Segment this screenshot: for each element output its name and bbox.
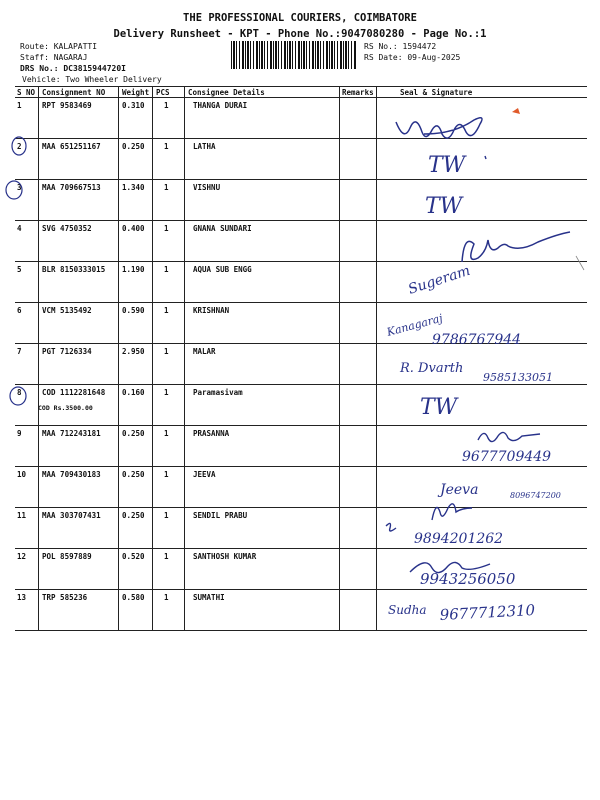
cell-sno: 7: [17, 347, 22, 356]
cell-weight: 0.590: [122, 306, 145, 315]
cell-pcs: 1: [164, 470, 169, 479]
runsheet-subtitle: Delivery Runsheet - KPT - Phone No.:9047080280 - Page No.:1: [113, 28, 487, 40]
cell-weight: 1.190: [122, 265, 145, 274]
cell-pcs: 1: [164, 511, 169, 520]
col-header-consignment: Consignment NO: [42, 88, 106, 97]
handwriting-row6-phone: 9786767944: [432, 332, 522, 348]
signature-scribble-1: [396, 118, 482, 138]
row-divider: [15, 466, 587, 467]
table-header-rule: [15, 97, 587, 98]
cell-sno: 3: [17, 183, 22, 192]
cell-weight: 0.400: [122, 224, 145, 233]
column-divider: [38, 86, 39, 630]
company-title: THE PROFESSIONAL COURIERS, COIMBATORE: [183, 12, 417, 24]
cell-weight: 0.250: [122, 142, 145, 151]
cell-sno: 9: [17, 429, 22, 438]
row-divider: [15, 138, 587, 139]
cell-sno: 11: [17, 511, 27, 520]
cell-consignment: MAA 709430183: [42, 470, 101, 479]
handwriting-row13-phone: 9677712310: [439, 601, 536, 624]
signature-scribble-12: [410, 562, 490, 572]
cell-pcs: 1: [164, 593, 169, 602]
row-divider: [15, 179, 587, 180]
col-header-weight: Weight: [122, 88, 150, 97]
cod-amount: COD Rs.3500.00: [38, 404, 93, 412]
vehicle-label: Vehicle: Two Wheeler Delivery: [22, 75, 162, 84]
cell-pcs: 1: [164, 142, 169, 151]
cell-pcs: 1: [164, 183, 169, 192]
row-divider: [15, 302, 587, 303]
row-divider: [15, 220, 587, 221]
cell-sno: 10: [17, 470, 27, 479]
cell-sno: 12: [17, 552, 27, 561]
cell-sno: 2: [17, 142, 22, 151]
handwriting-row12: 9943256050: [420, 570, 516, 588]
cell-consignee: VISHNU: [193, 183, 221, 192]
row-divider: [15, 548, 587, 549]
cell-consignee: SUMATHI: [193, 593, 225, 602]
col-header-remarks: Remarks: [342, 88, 374, 97]
handwriting-row3: TW: [425, 194, 463, 219]
pen-mark-1: [512, 108, 520, 114]
cell-consignment: RPT 9583469: [42, 101, 92, 110]
cell-sno: 4: [17, 224, 22, 233]
handwriting-row7-phone: 9585133051: [483, 371, 553, 384]
handwriting-row6-name: Kanagaraj: [385, 311, 445, 339]
column-divider: [152, 86, 153, 630]
cell-weight: 0.250: [122, 429, 145, 438]
handwriting-row11: 9894201262: [414, 531, 504, 547]
handwriting-row8: TW: [420, 395, 458, 420]
cell-consignment: COD 1112281648: [42, 388, 106, 397]
cell-consignment: VCM 5135492: [42, 306, 92, 315]
col-header-consignee: Consignee Details: [188, 88, 265, 97]
row-divider: [15, 425, 587, 426]
cell-pcs: 1: [164, 306, 169, 315]
cell-consignee: KRISHNAN: [193, 306, 230, 315]
cell-consignment: MAA 651251167: [42, 142, 101, 151]
cell-pcs: 1: [164, 347, 169, 356]
cell-weight: 0.580: [122, 593, 145, 602]
cell-consignee: PRASANNA: [193, 429, 230, 438]
row-divider: [15, 589, 587, 590]
cell-consignee: THANGA DURAI: [193, 101, 248, 110]
cell-consignee: JEEVA: [193, 470, 216, 479]
column-divider: [376, 86, 377, 630]
route-label: Route: KALAPATTI: [20, 42, 98, 51]
column-divider: [339, 86, 340, 630]
col-header-pcs: PCS: [156, 88, 170, 97]
cell-consignee: SANTHOSH KUMAR: [193, 552, 257, 561]
cell-consignment: BLR 8150333015: [42, 265, 106, 274]
handwriting-row2: TW: [428, 153, 466, 178]
row-divider: [15, 384, 587, 385]
row-divider: [15, 507, 587, 508]
drs-number: DRS No.: DC3815944720I: [20, 64, 126, 73]
cell-consignment: SVG 4750352: [42, 224, 92, 233]
cell-consignment: POL 8597889: [42, 552, 92, 561]
cell-consignee: SENDIL PRABU: [193, 511, 248, 520]
cell-weight: 0.520: [122, 552, 145, 561]
cell-consignment: TRP 585236: [42, 593, 88, 602]
col-header-sno: S NO: [17, 88, 36, 97]
handwriting-row10-phone: 8096747200: [510, 491, 561, 500]
cell-pcs: 1: [164, 265, 169, 274]
pen-dot-row2: [485, 156, 486, 159]
col-header-seal: Seal & Signature: [400, 88, 473, 97]
cell-pcs: 1: [164, 101, 169, 110]
handwriting-row5: Sugeram: [406, 262, 473, 298]
cell-consignee: LATHA: [193, 142, 216, 151]
cell-pcs: 1: [164, 224, 169, 233]
signature-scribble-9: [478, 432, 540, 441]
cell-weight: 0.250: [122, 470, 145, 479]
cell-sno: 8: [17, 388, 22, 397]
handwriting-row7-name: R. Dvarth: [400, 361, 464, 376]
cell-consignment: MAA 712243181: [42, 429, 101, 438]
cell-consignment: PGT 7126334: [42, 347, 92, 356]
cell-sno: 13: [17, 593, 27, 602]
column-divider: [184, 86, 185, 630]
pen-mark-row5: [576, 256, 584, 270]
staff-label: Staff: NAGARAJ: [20, 53, 88, 62]
cell-weight: 0.250: [122, 511, 145, 520]
row-divider: [15, 343, 587, 344]
column-divider: [118, 86, 119, 630]
cell-consignee: AQUA SUB ENGG: [193, 265, 252, 274]
rs-date: RS Date: 09-Aug-2025: [364, 53, 461, 62]
cell-sno: 5: [17, 265, 22, 274]
cell-consignment: MAA 303707431: [42, 511, 101, 520]
rs-number: RS No.: 1594472: [364, 42, 437, 51]
handwriting-row10-name: Jeeva: [440, 482, 479, 498]
handwriting-row13-name: Sudha: [388, 603, 427, 617]
cell-consignee: GNANA SUNDARI: [193, 224, 252, 233]
cell-pcs: 1: [164, 429, 169, 438]
cell-sno: 1: [17, 101, 22, 110]
cell-weight: 0.160: [122, 388, 145, 397]
cell-weight: 1.340: [122, 183, 145, 192]
cell-pcs: 1: [164, 552, 169, 561]
row-divider: [15, 630, 587, 631]
barcode: [231, 41, 357, 69]
cell-sno: 6: [17, 306, 22, 315]
cell-consignee: MALAR: [193, 347, 216, 356]
row-divider: [15, 261, 587, 262]
cell-consignment: MAA 709667513: [42, 183, 101, 192]
handwriting-row9: 9677709449: [462, 449, 552, 465]
cell-weight: 0.310: [122, 101, 145, 110]
cell-weight: 2.950: [122, 347, 145, 356]
signature-scribble-4: [462, 232, 570, 262]
cell-pcs: 1: [164, 388, 169, 397]
table-top-rule: [15, 86, 587, 87]
cell-consignee: Paramasivam: [193, 388, 243, 397]
